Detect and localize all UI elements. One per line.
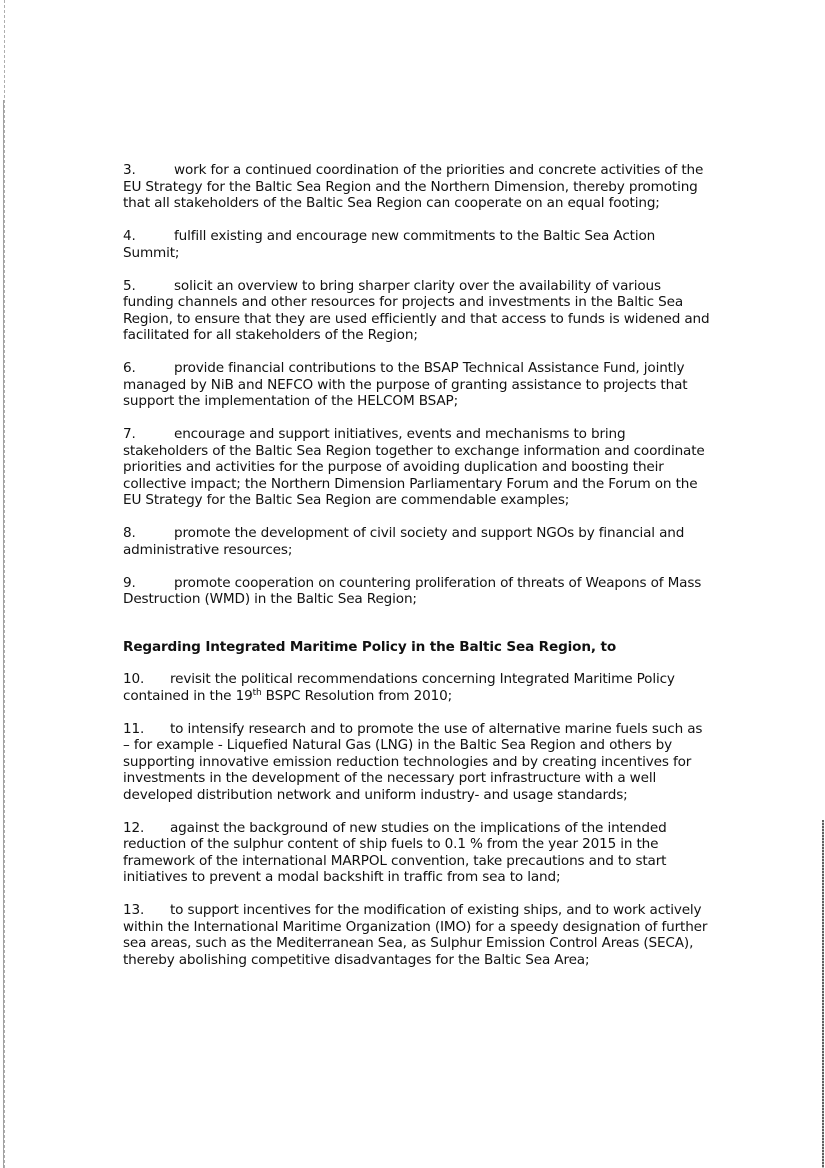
- numbered-paragraph-6: [123, 360, 713, 410]
- paragraph-number: 5.: [123, 277, 136, 294]
- numbered-paragraph-3: [123, 162, 713, 212]
- paragraph-text: encourage and support initiatives, events and mechanisms to bring stakeholders of the Baltic Sea Region together to exchange information and coordinate priorities and activities for the purpose of avoiding duplication and boosting their collective impact; the Northern Dimension Parliamentary Forum and the Forum on the EU Strategy for the Baltic Sea Region are commendable examples;: [123, 426, 705, 508]
- paragraph-number: 9.: [123, 574, 136, 591]
- paragraph-number: 6.: [123, 360, 136, 376]
- paragraph-number: 3.: [123, 162, 136, 178]
- paragraph-number: 13.: [123, 902, 145, 918]
- scan-artifact-left-edge-solid: [3, 100, 4, 1168]
- paragraph-number: 12.: [123, 819, 145, 836]
- numbered-paragraph-11: [123, 721, 713, 804]
- paragraph-text: solicit an overview to bring sharper clarity over the availability of various funding channels and other resources for projects and investments in the Baltic Sea Region, to ensure that they are used efficiently and that access to funds is widened and facilitated for all stakeholders of the Region;: [123, 277, 710, 343]
- paragraph-number: 7.: [123, 426, 136, 442]
- scan-artifact-right-edge: [822, 820, 824, 1168]
- paragraph-number: 11.: [123, 720, 145, 737]
- paragraph-text: work for a continued coordination of the priorities and concrete activities of the EU Strategy for the Baltic Sea Region and the Northern Dimension, thereby promoting that all stakeholders of the Baltic Sea Region can cooperate on an equal footing;: [123, 162, 704, 211]
- paragraph-text: promote cooperation on countering proliferation of threats of Weapons of Mass Destruction (WMD) in the Baltic Sea Region;: [123, 574, 702, 607]
- paragraph-number: 4.: [123, 228, 136, 244]
- numbered-paragraph-5: [123, 278, 713, 344]
- paragraph-number: 10.: [123, 671, 145, 687]
- scan-artifact-left-edge: [4, 0, 5, 1168]
- paragraph-number: 8.: [123, 525, 136, 541]
- numbered-paragraph-12: [123, 820, 713, 886]
- paragraph-text: to support incentives for the modification of existing ships, and to work actively within the International Maritime Organization (IMO) for a speedy designation of further sea areas, such as the Mediterranean Sea, as Sulphur Emission Control Areas (SECA), thereby abolishing competitive disadvantages for the Baltic Sea Area;: [123, 902, 708, 968]
- numbered-paragraph-10: [123, 671, 713, 704]
- paragraph-text: promote the development of civil society and support NGOs by financial and administrative resources;: [123, 525, 685, 558]
- document-body: [123, 162, 713, 985]
- paragraph-text: fulfill existing and encourage new commitments to the Baltic Sea Action Summit;: [123, 228, 656, 261]
- paragraph-text: against the background of new studies on the implications of the intended reduction of the sulphur content of ship fuels to 0.1 % from the year 2015 in the framework of the international MARPOL convention, take precautions and to start initiatives to prevent a modal backshift in traffic from sea to land;: [123, 819, 667, 885]
- numbered-paragraph-9: [123, 575, 713, 608]
- paragraph-text: provide financial contributions to the BSAP Technical Assistance Fund, jointly managed by NiB and NEFCO with the purpose of granting assistance to projects that support the implementation of the HELCOM BSAP;: [123, 360, 688, 409]
- numbered-paragraph-8: [123, 525, 713, 558]
- numbered-paragraph-7: [123, 426, 713, 509]
- ordinal-superscript: th: [252, 687, 262, 698]
- numbered-paragraph-13: [123, 902, 713, 968]
- paragraph-text: to intensify research and to promote the use of alternative marine fuels such as – for example - Liquefied Natural Gas (LNG) in the Baltic Sea Region and others by supporting innovative emission reduction technologies and by creating incentives for investments in the development of the necessary port infrastructure with a well developed distribution network and uniform industry- and usage standards;: [123, 720, 703, 803]
- section-heading: Regarding Integrated Maritime Policy in the Baltic Sea Region, to: [123, 638, 617, 655]
- paragraph-text-continued: BSPC Resolution from 2010;: [261, 687, 452, 704]
- paragraph-text: revisit the political recommendations concerning Integrated Maritime Policy contained in the 19: [123, 671, 675, 704]
- numbered-paragraph-4: [123, 228, 713, 261]
